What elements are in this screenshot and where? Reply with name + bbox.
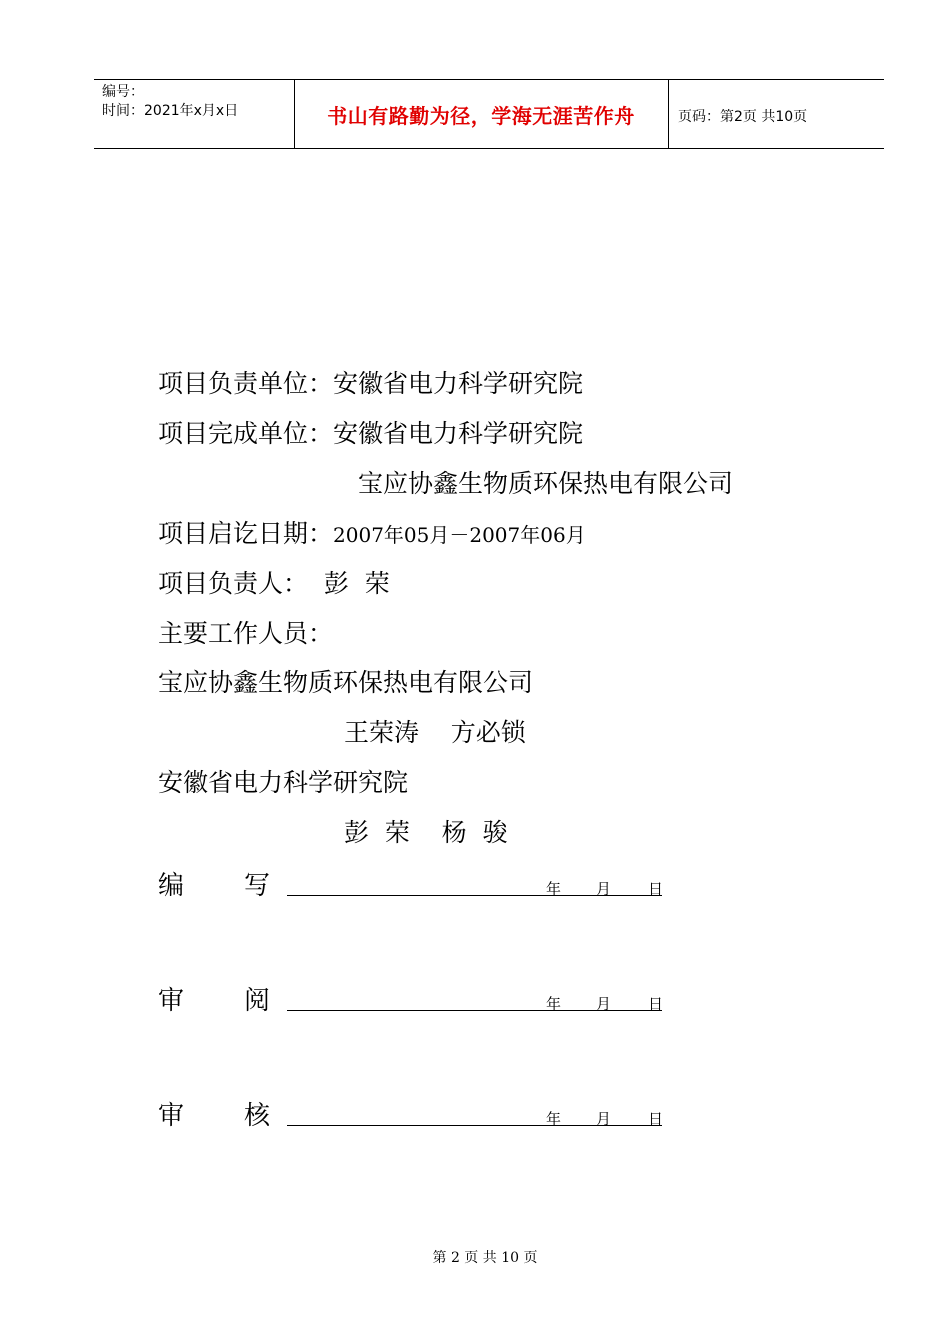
month-label: 月 bbox=[596, 880, 612, 898]
period-value: 2007年05月－2007年06月 bbox=[333, 523, 586, 547]
day-label: 日 bbox=[648, 1110, 664, 1128]
header-left bbox=[102, 83, 238, 121]
sign-row-write bbox=[158, 865, 678, 899]
footer-page-number: 第 2 页 共 10 页 bbox=[432, 1250, 538, 1266]
sign-label-char: 核 bbox=[244, 1101, 271, 1131]
serial-label: 编号： bbox=[102, 84, 144, 100]
day-label: 日 bbox=[648, 880, 664, 898]
page-header bbox=[94, 79, 884, 149]
sign-label-char: 审 bbox=[158, 986, 185, 1016]
header-motto: 书山有路勤为径，学海无涯苦作舟 bbox=[327, 104, 635, 128]
header-divider bbox=[668, 80, 669, 148]
staff-label: 主要工作人员： bbox=[158, 619, 334, 648]
page-footer bbox=[0, 1247, 950, 1267]
sign-row-audit bbox=[158, 1095, 678, 1129]
org-1-people: 王荣涛 方必锁 bbox=[344, 718, 526, 747]
year-label: 年 bbox=[546, 995, 562, 1013]
sign-label-char: 编 bbox=[158, 871, 185, 901]
sign-label-char: 写 bbox=[244, 871, 271, 901]
year-label: 年 bbox=[546, 880, 562, 898]
sign-label-char: 审 bbox=[158, 1101, 185, 1131]
month-label: 月 bbox=[596, 1110, 612, 1128]
sign-row-review bbox=[158, 980, 678, 1014]
org-2-people: 彭 荣 杨 骏 bbox=[344, 818, 508, 847]
time-label: 时间：2021年x月x日 bbox=[102, 103, 239, 119]
month-label: 月 bbox=[596, 995, 612, 1013]
org-name-1: 宝应协鑫生物质环保热电有限公司 bbox=[158, 668, 534, 697]
org-name-2: 安徽省电力科学研究院 bbox=[158, 768, 409, 797]
responsible-unit: 项目负责单位：安徽省电力科学研究院 bbox=[158, 369, 584, 398]
header-page-info: 页码：第2页 共10页 bbox=[678, 109, 808, 125]
completion-unit: 项目完成单位：安徽省电力科学研究院 bbox=[158, 419, 584, 448]
day-label: 日 bbox=[648, 995, 664, 1013]
project-leader: 项目负责人： 彭 荣 bbox=[158, 569, 390, 598]
project-period bbox=[158, 519, 586, 550]
sign-label-char: 阅 bbox=[244, 986, 271, 1016]
period-label: 项目启讫日期： bbox=[158, 519, 334, 548]
completion-unit-2: 宝应协鑫生物质环保热电有限公司 bbox=[358, 469, 734, 498]
year-label: 年 bbox=[546, 1110, 562, 1128]
